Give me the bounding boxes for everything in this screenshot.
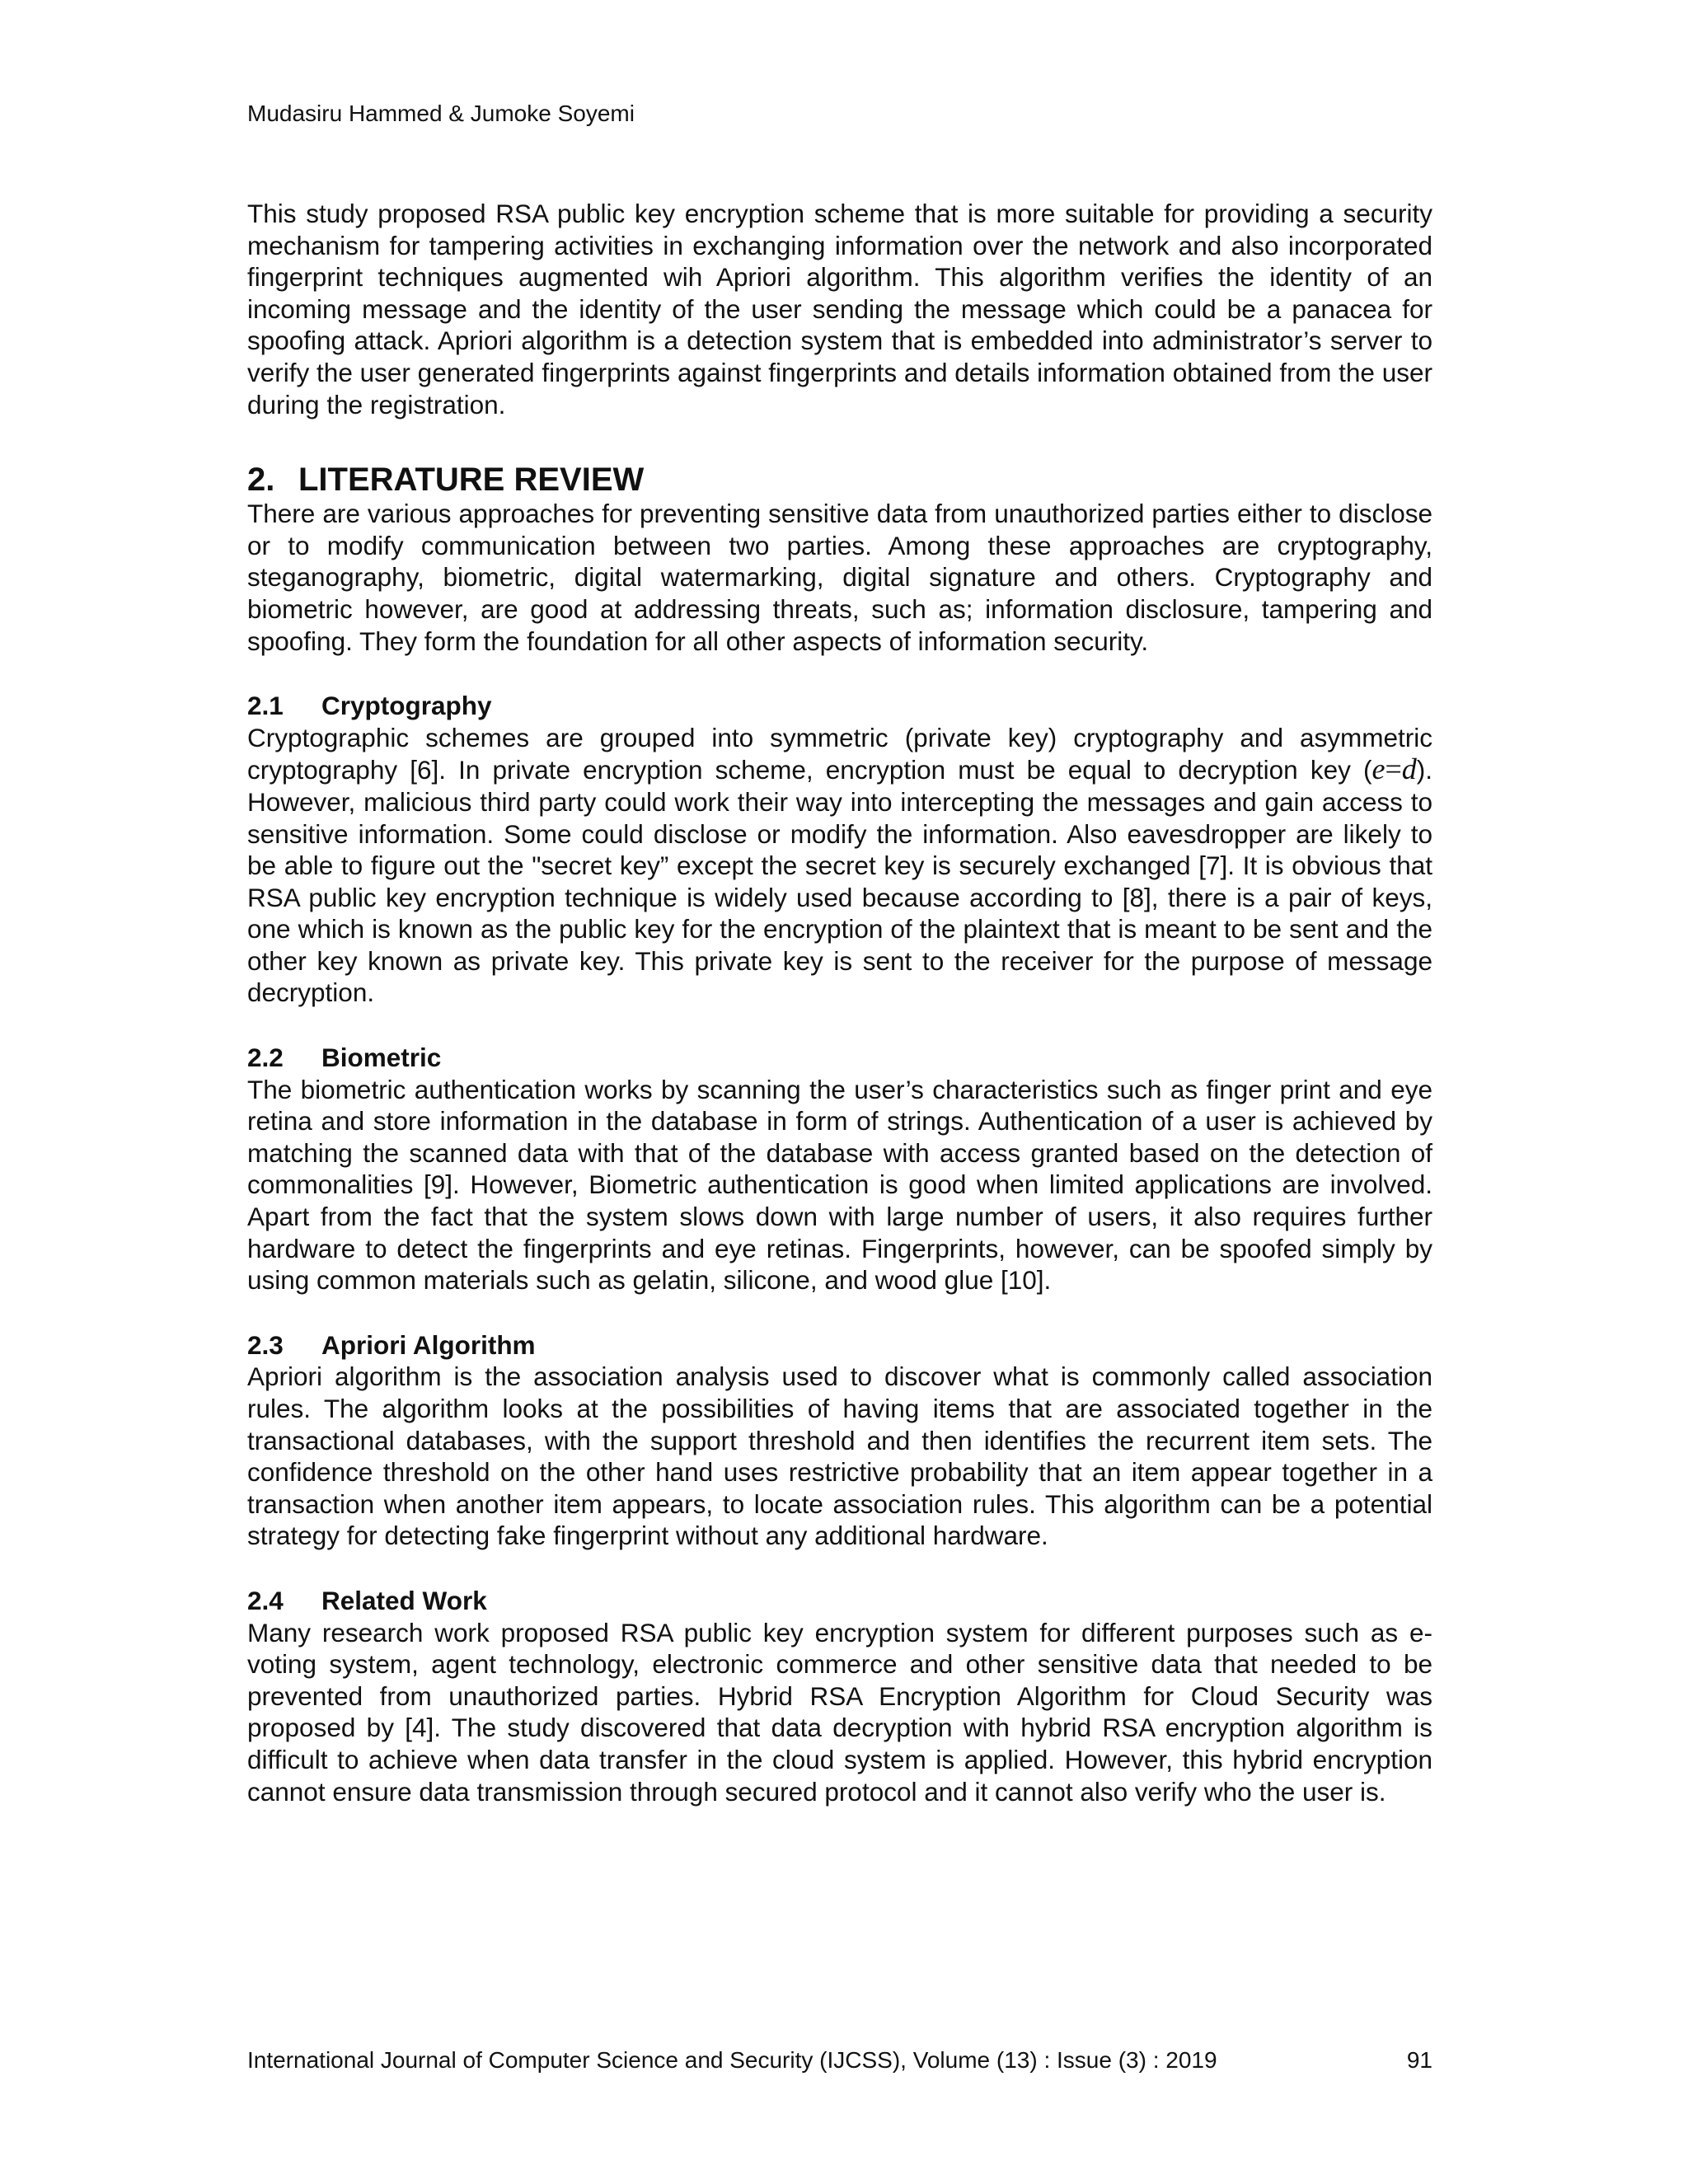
subsection-number: 2.1 bbox=[247, 691, 284, 721]
section-number: 2. bbox=[247, 462, 275, 499]
spacer bbox=[247, 1552, 1432, 1585]
spacer bbox=[247, 1009, 1432, 1042]
subsection-heading-apriori bbox=[247, 1329, 1432, 1361]
subsection-title: Related Work bbox=[321, 1585, 487, 1615]
formula-operator: = bbox=[1385, 752, 1402, 786]
subsection-number: 2.3 bbox=[247, 1329, 284, 1360]
subsection-number: 2.4 bbox=[247, 1585, 284, 1615]
biometric-paragraph: The biometric authentication works by scanning the user’s characteristics such as finger print and eye retina and store information in the database in form of strings. Authentication of a user is achieved by matching the scanned data with that of the database with access granted based on the detection of commonalities [9]. However, Biometric authentication is good when limited applications are involved. Apart from the fact that the system slows down with large number of users, it also requires further hardware to detect the fingerprints and eye retinas. Fingerprints, however, can be spoofed simply by using common materials such as gelatin, silicone, and wood glue [10]. bbox=[247, 1074, 1432, 1296]
spacer bbox=[247, 1296, 1432, 1329]
spacer bbox=[247, 420, 1432, 462]
page-number: 91 bbox=[1406, 2047, 1432, 2073]
intro-paragraph: This study proposed RSA public key encryption scheme that is more suitable for providing a security mechanism for tampering activities in exchanging information over the network and also incorporated fingerprint techniques augmented wih Apriori algorithm. This algorithm verifies the identity of an incoming message and the identity of the user sending the message which could be a panacea for spoofing attack. Apriori algorithm is a detection system that is embedded into administrator’s server to verify the user generated fingerprints against fingerprints and details information obtained from the user during the registration. bbox=[247, 199, 1432, 419]
article-body bbox=[247, 198, 1432, 1807]
subsection-heading-related-work bbox=[247, 1585, 1432, 1617]
formula-lhs: e bbox=[1372, 752, 1386, 786]
running-head: Mudasiru Hammed & Jumoke Soyemi bbox=[247, 101, 635, 126]
literature-review-paragraph: There are various approaches for preventing sensitive data from unauthorized parties either to disclose or to modify communication between two parties. Among these approaches are cryptography, steganography, biometric, digital watermarking, digital signature and others. Cryptography and biometric however, are good at addressing threats, such as; information disclosure, tampering and spoofing. They form the foundation for all other aspects of information security. bbox=[247, 499, 1432, 656]
subsection-title: Biometric bbox=[321, 1043, 442, 1073]
section-heading-literature-review bbox=[247, 462, 1432, 498]
subsection-title: Apriori Algorithm bbox=[321, 1329, 536, 1360]
section-title: LITERATURE REVIEW bbox=[298, 462, 645, 499]
subsection-heading-biometric bbox=[247, 1042, 1432, 1074]
apriori-paragraph: Apriori algorithm is the association analysis used to discover what is commonly called association rules. The algorithm looks at the possibilities of having items that are associated together in the transactional databases, with the support threshold and then identifies the recurrent item sets. The confidence threshold on the other hand uses restrictive probability that an item appear together in a transaction when another item appears, to locate association rules. This algorithm can be a potential strategy for detecting fake fingerprint without any additional hardware. bbox=[247, 1361, 1432, 1551]
cryptography-paragraph bbox=[247, 722, 1432, 1009]
cryptography-text-after-formula: ). However, malicious third party could work their way into intercepting the messages and gain access to sensitive information. Some could disclose or modify the information. Also eavesdropper are likely to be able to figure out the "secret key” except the secret key is securely exchanged [7]. It is obvious that RSA public key encryption technique is widely used because according to [8], there is a pair of keys, one which is known as the public key for the encryption of the plaintext that is meant to be sent and the other key known as private key. This private key is sent to the receiver for the purpose of message decryption. bbox=[247, 755, 1432, 1008]
subsection-number: 2.2 bbox=[247, 1043, 284, 1073]
related-work-paragraph: Many research work proposed RSA public key encryption system for different purposes such as e-voting system, agent technology, electronic commerce and other sensitive data that needed to be prevented from unauthorized parties. Hybrid RSA Encryption Algorithm for Cloud Security was proposed by [4]. The study discovered that data decryption with hybrid RSA encryption algorithm is difficult to achieve when data transfer in the cloud system is applied. However, this hybrid encryption cannot ensure data transmission through secured protocol and it cannot also verify who the user is. bbox=[247, 1617, 1432, 1807]
subsection-heading-cryptography bbox=[247, 690, 1432, 722]
journal-citation: International Journal of Computer Science and Security (IJCSS), Volume (13) : Issue (3) : 2019 bbox=[247, 2047, 1217, 2073]
inline-formula bbox=[1372, 752, 1416, 785]
formula-rhs: d bbox=[1401, 752, 1417, 786]
cryptography-text-before-formula: Cryptographic schemes are grouped into symmetric (private key) cryptography and asymmetric cryptography [6]. In private encryption scheme, encryption must be equal to decryption key ( bbox=[247, 722, 1432, 785]
subsection-title: Cryptography bbox=[321, 691, 492, 721]
spacer bbox=[247, 657, 1432, 690]
